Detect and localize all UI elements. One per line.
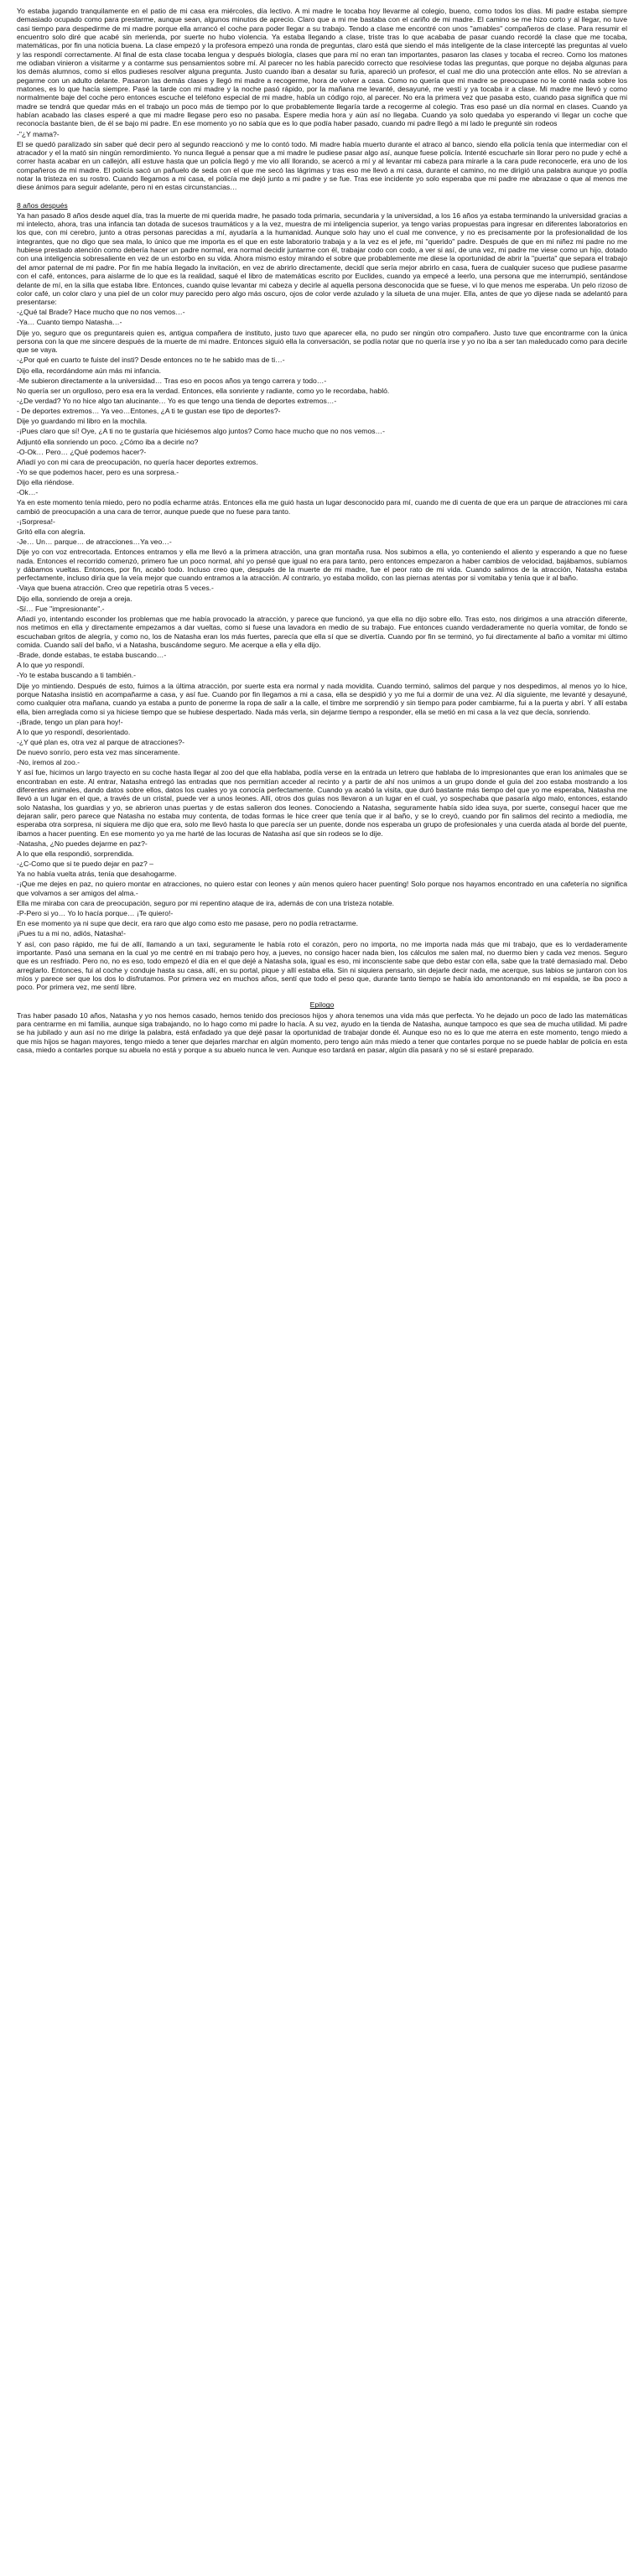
dialogue-line: -¿Qué tal Brade? Hace mucho que no nos vemos…-: [17, 308, 185, 317]
dialogue-line: -Yo se que podemos hacer, pero es una sorpresa.-: [17, 467, 179, 476]
paragraph: A lo que yo respondí, desorientado.: [17, 727, 131, 736]
epilogue-heading: Epilogo: [309, 1000, 335, 1010]
dialogue-line: -¡Que me dejes en paz, no quiero montar en atracciones, no quiero estar con leones y aún menos quiero hacer puenting! Solo porque nos hayamos encontrado en una cafetería no significa que volvamos a ser amigos del alma.-: [17, 880, 627, 897]
paragraph: De nuevo sonrío, pero esta vez mas sinceramente.: [17, 748, 180, 757]
paragraph: Dije yo con voz entrecortada. Entonces entramos y ella me llevó a la primera atracción, una gran montaña rusa. Nos subimos a ella, yo conteniendo el aliento y esperando a que no fuese nada. Entonces el recorrido comenzó, primero fue un poco normal, ahí yo pensé que igual no era para tanto, pero entonces empezaron a haber cambios de velocidad, bajábamos, subíamos y dábamos vueltas. Entonces, por fin, acabó todo. Incluso creo que, después de la muerte de mi madre, fue el peor rato de mi vida. Cuando salimos de la atracción, Natasha estaba perfectamente, incluso diría que la veía mejor que cuando entramos a la atracción. Al contrario, yo estaba molido, con las piernas atentas por si vomitaba y tenía que ir al baño.: [17, 548, 627, 583]
paragraph: Ya no había vuelta atrás, tenía que desahogarme.: [17, 870, 177, 879]
dialogue-line: -¡Brade, tengo un plan para hoy!-: [17, 717, 123, 726]
dialogue-line: -Brade, donde estabas, te estaba buscando…-: [17, 651, 167, 660]
section-heading-8-years-later: 8 años después: [17, 200, 68, 210]
paragraph: No quería ser un orgulloso, pero esa era la verdad. Entonces, ella sonriente y radiante, como yo le recordaba, habló.: [17, 386, 390, 395]
dialogue-line: -¿Y qué plan es, otra vez al parque de atracciones?-: [17, 737, 185, 746]
dialogue-line: ¡Pues tu a mi no, adiós, Natasha!-: [17, 929, 126, 938]
dialogue-line: -Me subieron directamente a la universidad… Tras eso en pocos años ya tengo carrera y todo…-: [17, 376, 327, 385]
paragraph: Ella me miraba con cara de preocupación, seguro por mi repentino ataque de ira, además de con una tristeza notable.: [17, 898, 395, 907]
dialogue-line: -Je… Un… parque… de atracciones…Ya veo…-: [17, 538, 172, 547]
paragraph: Gritó ella con alegría.: [17, 527, 86, 537]
paragraph: El se quedó paralizado sin saber qué decir pero al segundo reaccionó y me lo contó todo. Mi madre había muerto durante el atraco al banco, siendo ella policía tenía que intermediar con el atracador y el la mató sin ningún remordimiento. Yo nunca llegué a pensar que a mi madre le pudiese pasar algo así, aunque fuese policía. Intenté escucharle sin llorar pero no pude y eché a correr hasta acabar en un callejón, allí estuve hasta que un policía llegó y me vio allí llorando, se acercó a mí y al levantar mi cabeza para mirarle a la cara pude reconocerle, era uno de los compañeros de mi madre. El policía sacó un pañuelo de seda con el que me secó las lágrimas y tras eso me llevó a mi casa, durante el camino, no me dirigió una palabra aunque yo podía notar la tristeza en su rostro. Cuando llegamos a mi casa, el policía me dejó junto a mi padre y se fue. Tras ese incidente yo solo esperaba que mi padre me abrazase o que al menos me diese ánimos para seguir adelante, pero ni en estas circunstancias…: [17, 139, 627, 192]
section-gap: [17, 194, 627, 201]
dialogue-line: -¿Por qué en cuarto te fuiste del insti? Desde entonces no te he sabido mas de ti…-: [17, 356, 285, 365]
paragraph: Y así, con paso rápido, me fui de allí, llamando a un taxi, seguramente le había roto el corazón, pero no importa, no me importa nada más que mi trabajo, que es lo verdaderamente importante. Pasó una semana en la cual yo me centré en mi trabajo pero hoy, a jueves, no consigo hacer nada bien, los cálculos me salen mal, no duermo bien y cada vez menos. Seguro que es un resfriado. Pero no, no es eso, todo empezó el día en el que dejé a Natasha sola, igual es eso, mi inconsciente sabe que debo estar con ella, sabe que la traté demasiado mal. Debo arreglarlo. Entonces, fui al coche y conduje hasta su casa, allí, en su portal, pique y allí estaba ella. Sin ni siquiera pensarlo, sin dejarle decir nada, me acerque, sus labios se juntaron con los míos y parece ser que los dos lo disfrutamos. Por primera vez en muchos años, sentí que todo el peso que, durante tanto tiempo se había ido amontonando en mi espalda, se iba poco a poco. Por primera vez, me sentí libre.: [17, 939, 627, 992]
dialogue-line: -¡Sorpresa!-: [17, 517, 55, 526]
story-part-1: [17, 7, 627, 192]
paragraph: Ya han pasado 8 años desde aquel día, tras la muerte de mi querida madre, he pasado toda primaria, secundaria y la universidad, a los 16 años ya estaba terminando la universidad gracias a mi intelecto, ahora, tras una infancia tan dotada de sucesos traumáticos y a la vez, muestra de mi inteligencia superior, ya tengo varias propuestas para ingresar en diferentes laboratorios en los que, con mi cerebro, junto a otras personas parecidas a mí, ayudaría a la humanidad. Aunque solo hay uno el cual me convence, y no es precisamente por la profesionalidad de los integrantes, que no digo que sea mala, lo único que me importa es el que en este laboratorio trabaja y a la vez es el jefe, mi "querido" padre. Después de que en mi niñez mi padre no me hubiese prestado atención como debería hacer un padre normal, era normal decidir juntarme con él, trabajar codo con codo, a ver si así, de una vez, mi padre me viese como un hijo, dotado con una inteligencia sobresaliente en vez de un estorbo en su vida. Ahora mismo estoy mirando el sobre que probablemente me diese la oportunidad de abrir la "puerta" que separa el trabajo del amor paternal de mi padre. Por fin me había llegado la invitación, en vez de abrirlo directamente, decidí que sería mejor abrirlo en casa, fuera de cualquier suceso que pudiese pasarme con el café, entonces, para aislarme de lo que es la realidad, saqué el libro de matemáticas escrito por Euclides, cuando ya empecé a leerlo, una persona que me interrumpió, sentándose delante de mí, en la silla que estaba libre. Entonces, cuando quise levantar mi cabeza y decirle al aquella persona desconocida que se fuese, vi lo que menos me esperaba. Un pelo rizoso de color café, un color claro y una piel de un color muy parecido pero algo más oscuro, ojos de color verde azulado y la silueta de una mujer. Ella, antes de que yo dijese nada se adelantó para presentarse:: [17, 210, 627, 307]
paragraph: Y así fue, hicimos un largo trayecto en su coche hasta llegar al zoo del que ella hablaba, podía verse en la entrada un letrero que hablaba de lo impresionantes que eran los animales que se encontraban en este. Al entrar, Natasha entregó las entradas que nos permitían acceder al recinto y a partir de ahí nos unimos a un grupo donde el guía del zoo estaba mostrando a los diferentes animales, dando datos sobre ellos, datos los cuales yo ya conocía perfectamente. Cuando ya acabó la visita, que duró bastante más tiempo del que yo me esperaba, Natasha me llevó a un lugar en el que, a través de un cristal, puede ver a unos leones. Allí, otros dos guías nos llevaron a un lugar en el cual, yo sospechaba que pasaría algo malo, entonces, estando solo Natasha, los guardias y yo, se abrieron unas puertas y de estas salieron dos leones. Conociendo a Natasha, seguramente había sido idea suya, por suerte, conseguí hacer que me dejaran salir, pero parece que Natasha no estaba muy contenta, de todas formas le hice creer que tenía que ir al baño, y se lo creyó, cuando por fin salimos del recinto a mediodía, me esperaba otra sorpresa, ni siquiera me dijo que era, solo me llevó hasta lo que parecía ser un puente, donde nos esperaba un grupo de profesionales y una cuerda atada al borde del puente, íbamos a hacer puenting. En ese momento yo ya me harté de las locuras de Natasha así que sin rodeos se lo dije.: [17, 768, 627, 838]
dialogue-line: - De deportes extremos… Ya veo…Entones, ¿A ti te gustan ese tipo de deportes?-: [17, 407, 281, 416]
paragraph: Tras haber pasado 10 años, Natasha y yo nos hemos casado, hemos tenido dos preciosos hijos y ahora tenemos una vida más que perfecta. Yo he dejado un poco de lado las matemáticas para centrarme en mi familia, aunque siga trabajando, no lo hago como mi padre lo hacía. A su vez, ayudo en la tienda de Natasha, aunque tampoco es que sea de mucha utilidad. Mi padre se ha jubilado y aun así no me dirige la palabra, está enfadado ya que dejé pasar la oportunidad de trabajar donde él. Aunque eso no es lo que me aterra en este momento, tengo miedo a que mis hijos se hagan mayores, tengo miedo a tener que dejarles marchar en algún momento, pero tengo aún más miedo a tener que contarles porque no se puede hablar de policía en esta casa, miedo a contarles porque su abuela no está y porque a su abuelo nunca le ven. Aunque eso tardará en pasar, algún día pasará y no sé si estaré preparado.: [17, 1010, 627, 1054]
paragraph: Ya en este momento tenía miedo, pero no podía echarme atrás. Entonces ella me guió hasta un lugar desconocido para mí, cuando me di cuenta de que era un parque de atracciones mi cara cambió de preocupación a una cara de terror, aunque puede que no fuese para tanto.: [17, 498, 627, 516]
paragraph: A lo que ella respondió, sorprendida.: [17, 849, 134, 859]
paragraph: Dijo ella, sonriendo de oreja a oreja.: [17, 594, 132, 603]
dialogue-line: -¿C-Como que si te puedo dejar en paz? –: [17, 860, 153, 869]
dialogue-line: -O-Ok… Pero… ¿Qué podemos hacer?-: [17, 447, 147, 456]
dialogue-line: -Sí… Fue "impresionante".-: [17, 604, 105, 613]
story-part-2: [17, 211, 627, 992]
dialogue-line: -Vaya que buena atracción. Creo que repetiría otras 5 veces.-: [17, 584, 214, 593]
epilogue: [17, 1011, 627, 1055]
dialogue-line: -No, iremos al zoo.-: [17, 758, 80, 767]
paragraph: Yo estaba jugando tranquilamente en el patio de mi casa era miércoles, día lectivo. A mi madre le tocaba hoy llevarme al colegio, bueno, como todos los días. Mi padre estaba siempre demasiado ocupado como para prestarme, aunque sean, algunos minutos de aprecio. Claro que a mi me bastaba con el cariño de mi madre. El camino se me hizo corto y al llegar, no tuve casi tiempo para despedirme de mi madre porque ella arrancó el coche para poder llegar a su trabajo. Tendo a clase me encontré con unos "amables" compañeros de clase. Para resumir el encuentro solo diré que acabé sin merienda, por suerte no hubo violencia. Ya estaba llegando a clase, triste tras lo que acababa de pasar cuando recordé la clase que me tocaba, matemáticas, por fin una noticia buena. La clase empezó y la profesora empezó una ronda de preguntas, claro está que siendo el más inteligente de la clase intercepté las preguntas al vuelo y las respondí correctamente. Al final de esta clase tocaba lengua y después biología, clases que para mí no eran tan importantes, pasaron las clases y tocaba el recreo. Como los matones me odiaban vinieron a visitarme y a contarme sus pensamientos sobre mí. Al parecer no les había parecido correcto que resolviese todas las preguntas, que porque no dejaba algunas para los demás alumnos, como si ellos pudieses resolver alguna pregunta. Justo cuando iban a desatar su furia, apareció un profesor, el cual me dio una protección ante ellos. No se atrevían a pegarme con un adulto delante. Pasaron las demás clases y llegó mi madre a recogerme, hora de volver a casa. Como no quería que mi madre se preocupase no le conté nada sobre los matones, es lo que hacía siempre. Pasé la tarde con mi madre y la noche pasó rápido, por la mañana me levanté, desayuné, me vestí y ya tocaba ir a clase. Mi madre me llevó y como normalmente baje del coche pero entonces escuche el teléfono especial de mi madre, había un código rojo, al parecer. No era la primera vez que pasaba esto, cuando pasa significa que mi madre se tendrá que quedar más en el trabajo un poco más de tiempo por lo que probablemente llegaría tarde a recogerme al colegio. Tras eso pasé un día normal en clases. Cuando ya habían acabado las clases esperé a que mi madre llegase pero eso no pasaba. Espere media hora y aún así no llegaba. Cuando ya solo quedaba yo esperando vi llegar un coche que reconocía bastante bien, de él se bajo mi padre. En ese momento yo no sabía que es lo que podía haber pasado, cuando mi padre llegó a mi lado le pregunté sin rodeos: [17, 7, 627, 128]
paragraph: En ese momento ya ni supe que decir, era raro que algo como esto me pasase, pero no podía retractarme.: [17, 919, 359, 928]
paragraph: Dijo ella riéndose.: [17, 478, 75, 487]
dialogue-line: -"¿Y mama?-: [17, 129, 60, 138]
dialogue-line: -Natasha, ¿No puedes dejarme en paz?-: [17, 839, 148, 848]
paragraph: Dije yo, seguro que os preguntareis quien es, antigua compañera de instituto, justo tuvo que aparecer ella, no pudo ser ningún otro compañero. Justo tuve que encontrarme con la única persona con la que me sincere después de la muerte de mi madre. Entonces siguió ella la conversación, se podía notar que no quería irse y yo no iba a ser tan maleducado como para decirle que se vaya.: [17, 328, 627, 355]
paragraph: Añadí yo, intentando esconder los problemas que me había provocado la atracción, y parece que funcionó, ya que ella no dijo sobre ello. Tras esto, nos dirigimos a una atracción diferente, nos metimos en ella y directamente empezamos a dar vueltas, como si fuese una lavadora en medio de su trabajo. Fue entonces cuando verdaderamente no quería vomitar, de fondo se escuchaban gritos de alegría, y como no, los de Natasha eran los más fuertes, parecía que ella sí que se divertía. Cuando por fin se terminó, yo fui directamente al baño a vomitar mi último comida. Cuando salí del baño, vi a Natasha, buscándome seguro. Me acerque a ella y ella dijo.: [17, 614, 627, 649]
paragraph: Añadí yo con mi cara de preocupación, no quería hacer deportes extremos.: [17, 457, 258, 466]
paragraph: A lo que yo respondí.: [17, 661, 85, 670]
dialogue-line: -¡Pues claro que sí! Oye, ¿A ti no te gustaría que hiciésemos algo juntos? Como hace mucho que no nos vemos…-: [17, 427, 385, 436]
section-gap: [17, 993, 627, 1000]
dialogue-line: -Ya… Cuanto tiempo Natasha…-: [17, 318, 122, 327]
paragraph: Dije yo mintiendo. Después de esto, fuimos a la última atracción, por suerte esta era normal y nada movidita. Cuando terminó, salimos del parque y nos despedimos, al menos yo lo hice, porque Natasha insistió en acompañarme a casa, y así fue. Cuando por fin llegamos a mi a casa, ella se despidió y yo me fui a dormir de una vez. Al día siguiente, me levanté y desayuné, como cualquier otra mañana, cuando ya estaba a punto de ponerme la ropa de salir a la calle, el timbre me sorprendió y sin tiempo para poder cambiarme, fui a la puerta y abrí. Y allí estaba ella, bien arreglada como si ya hiciese tiempo que se hubiese despertado. Nada más verla, sin dejarme tiempo a responder, ella se metió en mi casa a la vez que decía, sonriendo.: [17, 681, 627, 716]
dialogue-line: -¿De verdad? Yo no hice algo tan alucinante… Yo es que tengo una tienda de deportes extremos…-: [17, 397, 337, 405]
paragraph: Dije yo guardando mi libro en la mochila.: [17, 417, 148, 426]
dialogue-line: -Yo te estaba buscando a ti también.-: [17, 671, 137, 680]
paragraph: Adjuntó ella sonriendo un poco. ¿Cómo iba a decirle no?: [17, 437, 199, 446]
paragraph: Dijo ella, recordándome aún más mi infancia.: [17, 366, 161, 375]
dialogue-line: -P-Pero si yo… Yo lo hacía porque… ¡Te quiero!-: [17, 909, 174, 918]
dialogue-line: -Ok…-: [17, 488, 39, 497]
